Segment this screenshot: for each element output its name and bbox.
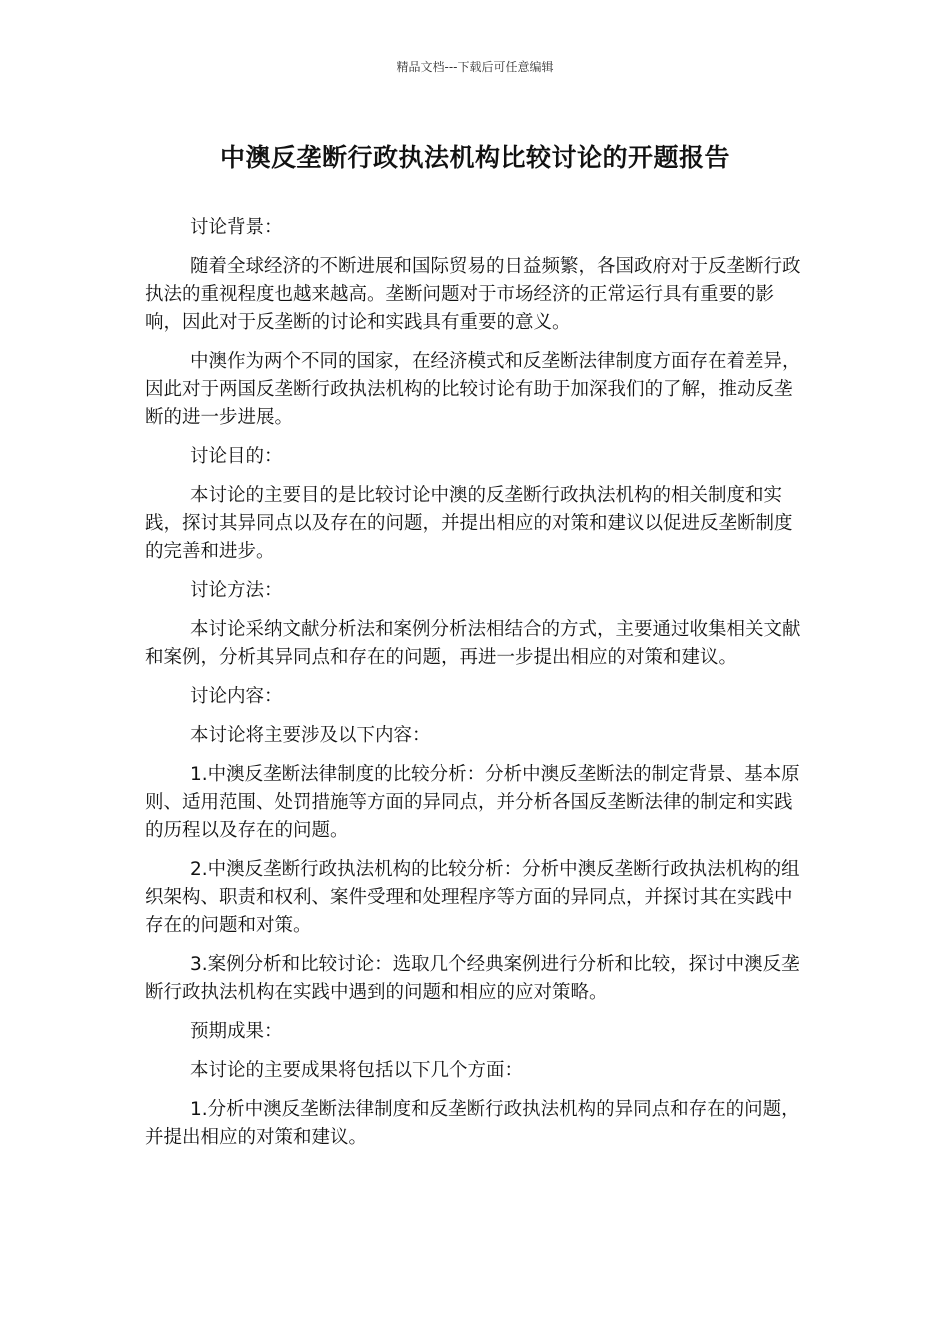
paragraph-background-1: 随着全球经济的不断进展和国际贸易的日益频繁，各国政府对于反垄断行政执法的重视程度也越来越高。垄断问题对于市场经济的正常运行具有重要的影响，因此对于反垄断的讨论和实践具有重要的意义。 [145,256,801,333]
list-item-content-2: 2.中澳反垄断行政执法机构的比较分析：分析中澳反垄断行政执法机构的组织架构、职责和权利、案件受理和处理程序等方面的异同点，并探讨其在实践中存在的问题和对策。 [145,859,800,936]
list-item-content-1: 1.中澳反垄断法律制度的比较分析：分析中澳反垄断法的制定背景、基本原则、适用范围、处罚措施等方面的异同点，并分析各国反垄断法律的制定和实践的历程以及存在的问题。 [145,764,800,841]
paragraph-content-intro: 本讨论将主要涉及以下内容： [190,725,431,746]
section-heading-outcomes: 预期成果： [190,1021,283,1042]
paragraph-background-2: 中澳作为两个不同的国家，在经济模式和反垄断法律制度方面存在着差异，因此对于两国反垄断行政执法机构的比较讨论有助于加深我们的了解，推动反垄断的进一步进展。 [145,351,801,428]
section-heading-purpose: 讨论目的： [190,446,283,467]
page-title: 中澳反垄断行政执法机构比较讨论的开题报告 [219,143,730,172]
section-heading-content: 讨论内容： [190,686,283,707]
section-heading-method: 讨论方法： [190,580,283,601]
paragraph-purpose: 本讨论的主要目的是比较讨论中澳的反垄断行政执法机构的相关制度和实践，探讨其异同点以及存在的问题，并提出相应的对策和建议以促进反垄断制度的完善和进步。 [145,485,793,562]
paragraph-method: 本讨论采纳文献分析法和案例分析法相结合的方式，主要通过收集相关文献和案例，分析其异同点和存在的问题，再进一步提出相应的对策和建议。 [145,619,801,668]
document-body [145,214,805,1163]
list-item-content-3: 3.案例分析和比较讨论：选取几个经典案例进行分析和比较，探讨中澳反垄断行政执法机构在实践中遇到的问题和相应的应对策略。 [145,954,800,1003]
section-heading-background: 讨论背景： [190,217,283,238]
paragraph-outcomes-intro: 本讨论的主要成果将包括以下几个方面： [190,1060,524,1081]
list-item-outcome-1: 1.分析中澳反垄断法律制度和反垄断行政执法机构的异同点和存在的问题，并提出相应的对策和建议。 [145,1099,800,1148]
header-note: 精品文档---下载后可任意编辑 [396,60,554,74]
